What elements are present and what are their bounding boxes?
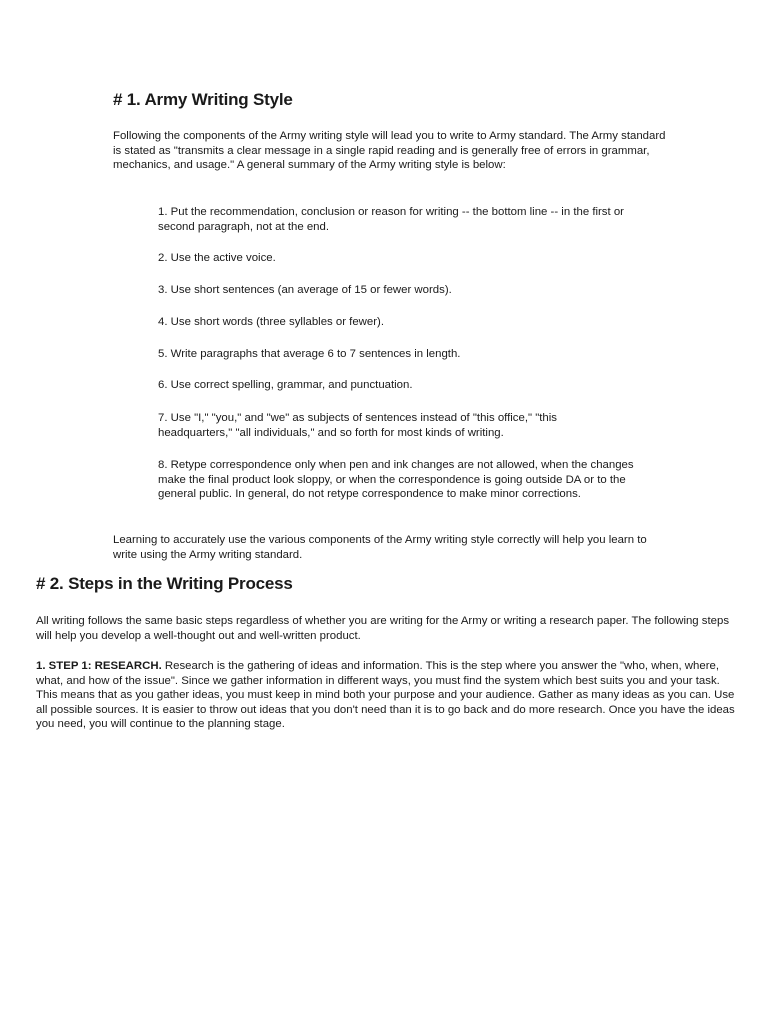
section2-intro: All writing follows the same basic steps regardless of whether you are writing for the Army or writing a research paper. The following steps will help you develop a well-thought out and well-written product.	[36, 615, 730, 642]
section2-heading: # 2. Steps in the Writing Process	[36, 574, 293, 593]
step1-label: 1. STEP 1: RESEARCH.	[36, 660, 162, 672]
section1-closing: Learning to accurately use the various components of the Army writing style correctly will help you learn to write using the Army writing standard.	[113, 534, 647, 561]
step1-text: Research is the gathering of ideas and information. This is the step where you answer the "who, when, where, what, and how of the issue". Since we gather information in different ways, you must find the system which best suits you and your task. This means that as you gather ideas, you must keep in mind both your purpose and your audience. Gather as many ideas as you can. Use all possible sources. It is easier to throw out ideas that you don't need than it is to go back and do more research. Once you have the ideas you need, you will continue to the planning stage.	[36, 660, 735, 731]
list-item: 8. Retype correspondence only when pen and ink changes are not allowed, when the changes make the final product look sloppy, or when the correspondence is going outside DA or to the general public. In general, do not retype correspondence to make minor corrections.	[158, 459, 634, 501]
section1-intro: Following the components of the Army writing style will lead you to write to Army standard. The Army standard is stated as "transmits a clear message in a single rapid reading and is generally free of errors in grammar, mechanics, and usage." A general summary of the Army writing style is below:	[113, 130, 666, 172]
list-item: 4. Use short words (three syllables or fewer).	[158, 316, 384, 328]
list-item: 7. Use "I," "you," and "we" as subjects of sentences instead of "this office," "this headquarters," "all individuals," and so forth for most kinds of writing.	[158, 412, 557, 439]
list-item: 1. Put the recommendation, conclusion or reason for writing -- the bottom line -- in the first or second paragraph, not at the end.	[158, 206, 624, 233]
list-item: 5. Write paragraphs that average 6 to 7 sentences in length.	[158, 348, 461, 360]
list-item: 2. Use the active voice.	[158, 252, 276, 264]
list-item: 3. Use short sentences (an average of 15 or fewer words).	[158, 284, 452, 296]
section1-heading: # 1. Army Writing Style	[113, 90, 293, 109]
step1-paragraph	[36, 659, 736, 732]
list-item: 6. Use correct spelling, grammar, and punctuation.	[158, 379, 413, 391]
